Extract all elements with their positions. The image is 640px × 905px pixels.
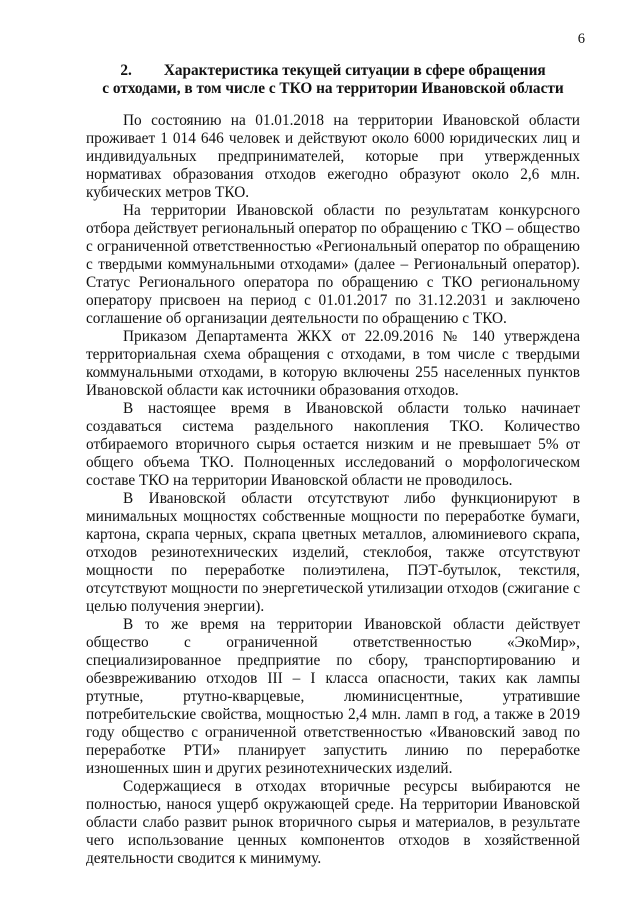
paragraph-processing-capacity: В Ивановской области отсутствуют либо функционируют в минимальных мощностях собственные мощности по переработке бумаги, картона, скрапа черных, скрапа цветных металлов, алюминиевого скрапа, отходов резинотехнических изделий, стеклобоя, также отсутствуют мощности по переработке полиэтилена, ПЭТ-бутылок, текстиля, отсутствуют мощности по энергетической утилизации отходов (сжигание с целью получения энергии). xyxy=(86,490,580,615)
body-text xyxy=(86,112,580,868)
section-number: 2. xyxy=(120,62,132,79)
paragraph-population: По состоянию на 01.01.2018 на территории Ивановской области проживает 1 014 646 человек и действуют около 6000 юридических лиц и индивидуальных предпринимателей, которые при утвержденных нормативах образования отходов ежегодно образуют около 2,6 млн. кубических метров ТКО. xyxy=(86,112,580,201)
section-heading xyxy=(86,62,580,98)
section-heading-line1 xyxy=(86,62,580,80)
section-title-line1: Характеристика текущей ситуации в сфере обращения xyxy=(163,62,546,79)
paragraph-secondary-resources: Содержащиеся в отходах вторичные ресурсы выбираются не полностью, нанося ущерб окружающей среде. На территории Ивановской области слабо развит рынок вторичного сырья и материалов, в результате чего использование ценных компонентов отходов в хозяйственной деятельности сводится к минимуму. xyxy=(86,778,580,867)
section-title-line2: с отходами, в том числе с ТКО на территории Ивановской области xyxy=(102,80,564,97)
paragraph-ecomir: В то же время на территории Ивановской области действует общество с ограниченной ответственностью «ЭкоМир», специализированное предприятие по сбору, транспортированию и обезвреживанию отходов III – I класса опасности, таких как лампы ртутные, ртутно-кварцевые, люминисцентные, утратившие потребительские свойства, мощностью 2,4 млн. ламп в год, а также в 2019 году общество с ограниченной ответственностью «Ивановский завод по переработке РТИ» планирует запустить линию по переработке изношенных шин и других резинотехнических изделий. xyxy=(86,616,580,777)
page-number: 6 xyxy=(577,31,585,47)
paragraph-regional-operator: На территории Ивановской области по результатам конкурсного отбора действует региональный оператор по обращению с ТКО – общество с ограниченной ответственностью «Региональный оператор по обращению с твердыми коммунальными отходами» (далее – Региональный оператор). Статус Регионального оператора по обращению с ТКО региональному оператору присвоен на период с 01.01.2017 по 31.12.2031 и заключено соглашение об организации деятельности по обращению с ТКО. xyxy=(86,202,580,327)
paragraph-separate-collection: В настоящее время в Ивановской области только начинает создаваться система раздельного накопления ТКО. Количество отбираемого вторичного сырья остается низким и не превышает 5% от общего объема ТКО. Полноценных исследований о морфологическом составе ТКО на территории Ивановской области не проводилось. xyxy=(86,400,580,489)
paragraph-territorial-scheme: Приказом Департамента ЖКХ от 22.09.2016 № 140 утверждена территориальная схема обращения с отходами, в том числе с твердыми коммунальными отходами, в которую включены 255 населенных пунктов Ивановской области как источники образования отходов. xyxy=(86,328,580,399)
